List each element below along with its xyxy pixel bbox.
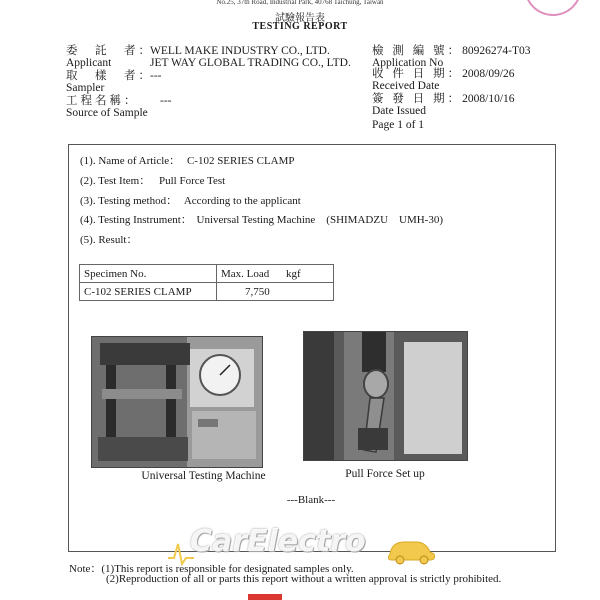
caption-testing-machine: Universal Testing Machine (141, 470, 266, 482)
source-label-cn: 工程名稱： (66, 95, 139, 107)
meta-sampler (66, 70, 153, 94)
item-test (80, 172, 225, 188)
table-header-row (80, 265, 334, 283)
sampler-label-en: Sampler (66, 82, 105, 94)
application-no-label-cn: 檢 測 編 號： (372, 45, 463, 57)
item-test-label: (2). Test Item： (80, 175, 151, 187)
photo-pull-force-setup (303, 331, 468, 461)
meta-applicant (66, 45, 153, 69)
applicant-values (150, 45, 351, 69)
applicant-value-1: WELL MAKE INDUSTRY CO., LTD. (150, 45, 330, 57)
applicant-label-cn: 委 託 者： (66, 45, 153, 57)
report-title-en: TESTING REPORT (252, 21, 348, 32)
item-method-value: According to the applicant (183, 195, 301, 207)
meta-application-no (372, 45, 530, 69)
photo-testing-machine (91, 336, 263, 468)
meta-source (66, 95, 148, 119)
sampler-value: --- (150, 70, 162, 82)
issued-date-value: 2008/10/16 (462, 93, 515, 105)
table-row (80, 283, 334, 301)
item-instrument (80, 211, 443, 227)
note-line-2: (2)Reproduction of all or parts this report without a written approval is strictly prohibited. (106, 573, 502, 585)
item-article-label: (1). Name of Article： (80, 155, 181, 167)
item-article (80, 152, 295, 168)
meta-date-issued (372, 93, 515, 117)
item-instrument-label: (4). Testing Instrument： (80, 214, 192, 226)
received-label-en: Received Date (372, 80, 440, 92)
carelectro-watermark: CarElectro (190, 524, 366, 559)
page-number: Page 1 of 1 (372, 119, 425, 131)
pull-force-image (304, 332, 467, 460)
header-max-load (217, 265, 334, 283)
applicant-value-2: JET WAY GLOBAL TRADING CO., LTD. (150, 57, 351, 69)
lab-address: No.25, 37th Road, Industrial Park, 40768 Taichung, Taiwan (216, 0, 384, 6)
meta-received-date (372, 68, 515, 92)
source-label-en: Source of Sample (66, 107, 148, 119)
note-line-1: Note：(1)This report is responsible for designated samples only. (69, 563, 354, 575)
item-result-label: (5). Result： (80, 234, 138, 246)
header-unit: kgf (286, 267, 301, 280)
issued-label-cn: 簽 發 日 期： (372, 93, 463, 105)
issued-label-en: Date Issued (372, 105, 426, 117)
application-no-value: 80926274-T03 (462, 45, 531, 57)
application-no-label-en: Application No (372, 57, 444, 69)
result-table (79, 264, 334, 301)
report-title-cn: 試驗報告表 (275, 13, 325, 24)
sampler-label-cn: 取 樣 者： (66, 70, 153, 82)
caption-pull-force: Pull Force Set up (345, 468, 425, 480)
cell-specimen: C-102 SERIES CLAMP (80, 283, 217, 301)
source-value: --- (160, 95, 172, 107)
cell-max-load: 7,750 (217, 283, 334, 301)
item-article-value: C-102 SERIES CLAMP (186, 155, 295, 167)
header-max-load-label: Max. Load (221, 267, 270, 280)
item-method (80, 192, 301, 208)
header-specimen: Specimen No. (80, 265, 217, 283)
item-method-label: (3). Testing method： (80, 195, 178, 207)
item-result (80, 231, 137, 247)
testing-machine-image (92, 337, 262, 467)
received-label-cn: 收 件 日 期： (372, 68, 463, 80)
applicant-label-en: Applicant (66, 57, 112, 69)
received-date-value: 2008/09/26 (462, 68, 515, 80)
red-page-tab (248, 594, 282, 600)
item-test-value: Pull Force Test (158, 175, 226, 187)
blank-marker: ---Blank--- (286, 494, 336, 506)
item-instrument-value: Universal Testing Machine (SHIMADZU UMH-30) (196, 214, 444, 226)
